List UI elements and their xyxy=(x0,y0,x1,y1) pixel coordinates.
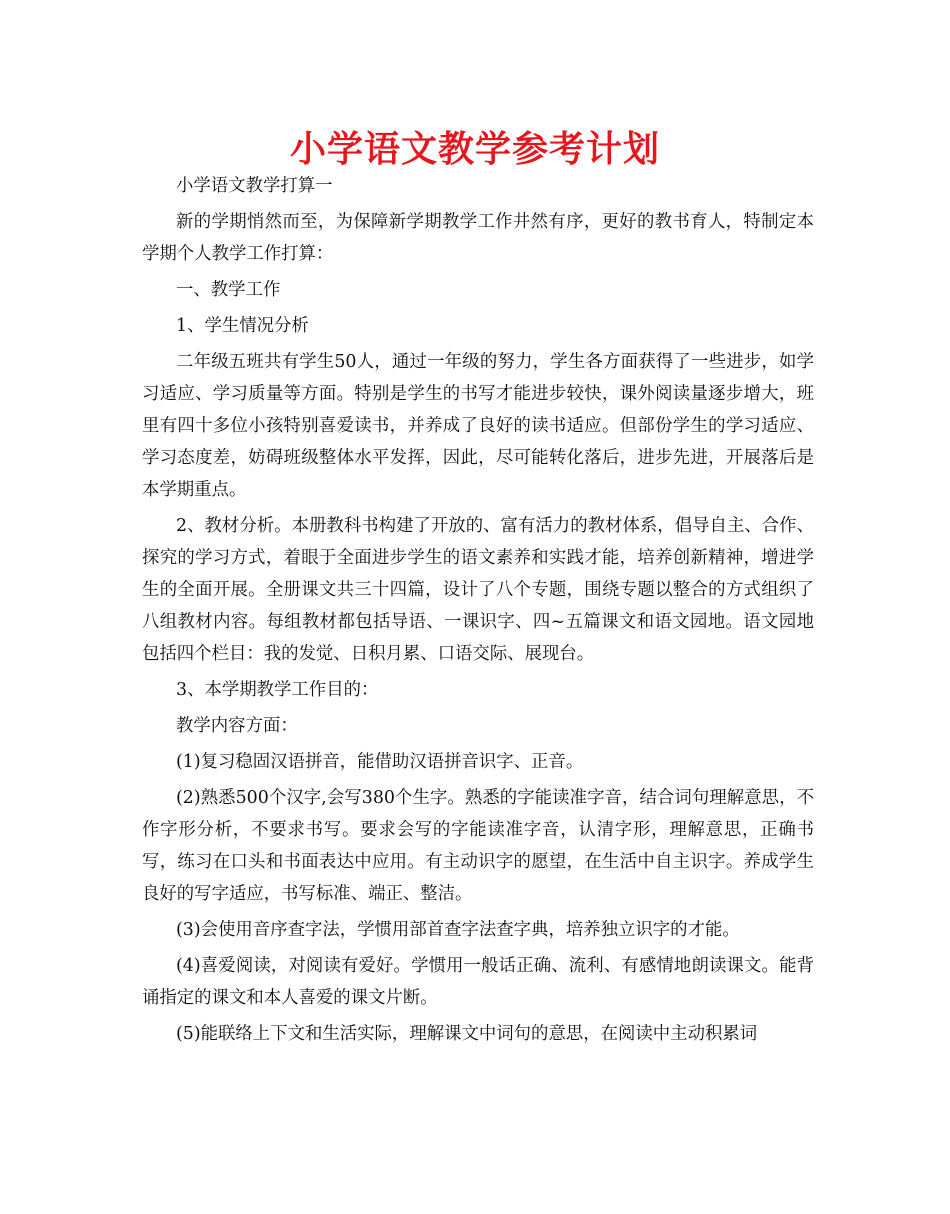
paragraph: 新的学期悄然而至，为保障新学期教学工作井然有序，更好的教书育人，特制定本学期个人教学工作打算： xyxy=(142,212,814,264)
paragraph: 教学内容方面： xyxy=(176,716,298,736)
paragraph: (4)喜爱阅读，对阅读有爱好。学惯用一般话正确、流利、有感情地朗读课文。能背诵指定的课文和本人喜爱的课文片断。 xyxy=(142,956,814,1008)
paragraph: (5)能联络上下文和生活实际，理解课文中词句的意思，在阅读中主动积累词 xyxy=(176,1024,758,1044)
paragraph: 小学语文教学打算一 xyxy=(176,176,333,196)
paragraph: 2、教材分析。本册教科书构建了开放的、富有活力的教材体系，倡导自主、合作、探究的学习方式，着眼于全面进步学生的语文素养和实践才能，培养创新精神，增进学生的全面开展。全册课文共三十四篇，设计了八个专题，围绕专题以整合的方式组织了八组教材内容。每组教材都包括导语、一课识字、四~五篇课文和语文园地。语文园地包括四个栏目：我的发觉、日积月累、口语交际、展现台。 xyxy=(142,516,814,664)
paragraph: 一、教学工作 xyxy=(176,280,281,300)
paragraph: (2)熟悉500个汉字,会写380个生字。熟悉的字能读准字音，结合词句理解意思，不作字形分析，不要求书写。要求会写的字能读准字音，认清字形，理解意思，正确书写，练习在口头和书面表达中应用。有主动识字的愿望，在生活中自主识字。养成学生良好的写字适应，书写标准、端正、整洁。 xyxy=(142,788,814,904)
paragraph: 二年级五班共有学生50人，通过一年级的努力，学生各方面获得了一些进步，如学习适应、学习质量等方面。特别是学生的书写才能进步较快，课外阅读量逐步增大，班里有四十多位小孩特别喜爱读书，并养成了良好的读书适应。但部份学生的学习适应、学习态度差，妨碍班级整体水平发挥，因此，尽可能转化落后，进步先进，开展落后是本学期重点。 xyxy=(142,352,814,500)
paragraph: (3)会使用音序查字法，学惯用部首查字法查字典，培养独立识字的才能。 xyxy=(176,920,740,940)
document-body xyxy=(142,170,814,1050)
paragraph: 1、学生情况分析 xyxy=(176,316,309,336)
paragraph: (1)复习稳固汉语拼音，能借助汉语拼音识字、正音。 xyxy=(176,752,584,772)
document-title: 小学语文教学参考计划 xyxy=(289,129,660,170)
paragraph: 3、本学期教学工作目的： xyxy=(176,680,379,700)
